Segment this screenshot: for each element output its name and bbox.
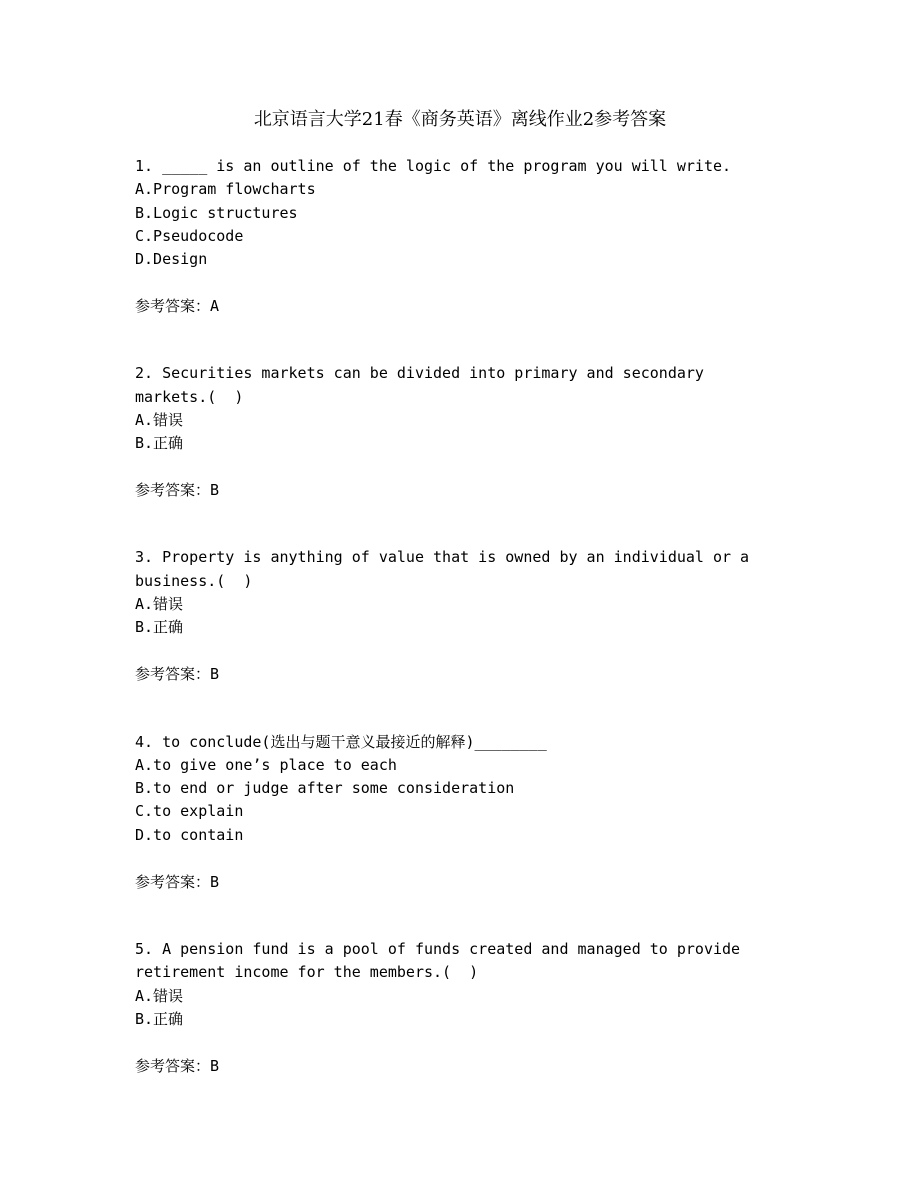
question-5 xyxy=(135,938,775,1078)
question-text: 1. _____ is an outline of the logic of the program you will write. xyxy=(135,157,732,175)
question-text: 2. Securities markets can be divided into primary and secondary xyxy=(135,364,704,383)
question-spacer xyxy=(135,502,775,546)
question-text: 5. A pension fund is a pool of funds created and managed to provide xyxy=(135,939,741,958)
reference-answer: 参考答案：A xyxy=(135,297,220,316)
reference-answer: 参考答案：B xyxy=(135,481,220,500)
question-3 xyxy=(135,546,775,686)
reference-answer: 参考答案：B xyxy=(135,1056,220,1075)
question-spacer xyxy=(135,318,775,362)
document-title: 北京语言大学21春《商务英语》离线作业2参考答案 xyxy=(253,109,667,130)
question-spacer xyxy=(135,894,775,938)
option-b: B.正确 xyxy=(135,618,184,637)
question-text-continued: retirement income for the members.( ) xyxy=(135,963,479,982)
question-text-continued: markets.( ) xyxy=(135,387,244,406)
option-b: B.正确 xyxy=(135,434,184,453)
question-list xyxy=(135,155,775,1078)
option-a: A.to give one’s place to each xyxy=(135,755,397,774)
option-b: B.to end or judge after some consideration xyxy=(135,779,515,798)
option-c: C.to explain xyxy=(135,802,244,821)
option-a: A.错误 xyxy=(135,410,184,429)
option-b: B.正确 xyxy=(135,1009,184,1028)
option-b: B.Logic structures xyxy=(135,203,298,222)
question-text: 4. to conclude(选出与题干意义最接近的解释)________ xyxy=(135,732,547,751)
reference-answer: 参考答案：B xyxy=(135,665,220,684)
option-d: D.Design xyxy=(135,250,208,269)
question-text: 3. Property is anything of value that is owned by an individual or a xyxy=(135,548,750,567)
question-1 xyxy=(135,155,775,318)
reference-answer: 参考答案：B xyxy=(135,872,220,891)
option-a: A.错误 xyxy=(135,595,184,614)
option-a: A.Program flowcharts xyxy=(135,180,316,199)
option-c: C.Pseudocode xyxy=(135,226,244,245)
question-4 xyxy=(135,731,775,894)
question-text-continued: business.( ) xyxy=(135,571,253,590)
option-d: D.to contain xyxy=(135,825,244,844)
question-2 xyxy=(135,362,775,502)
option-a: A.错误 xyxy=(135,986,184,1005)
question-spacer xyxy=(135,687,775,731)
